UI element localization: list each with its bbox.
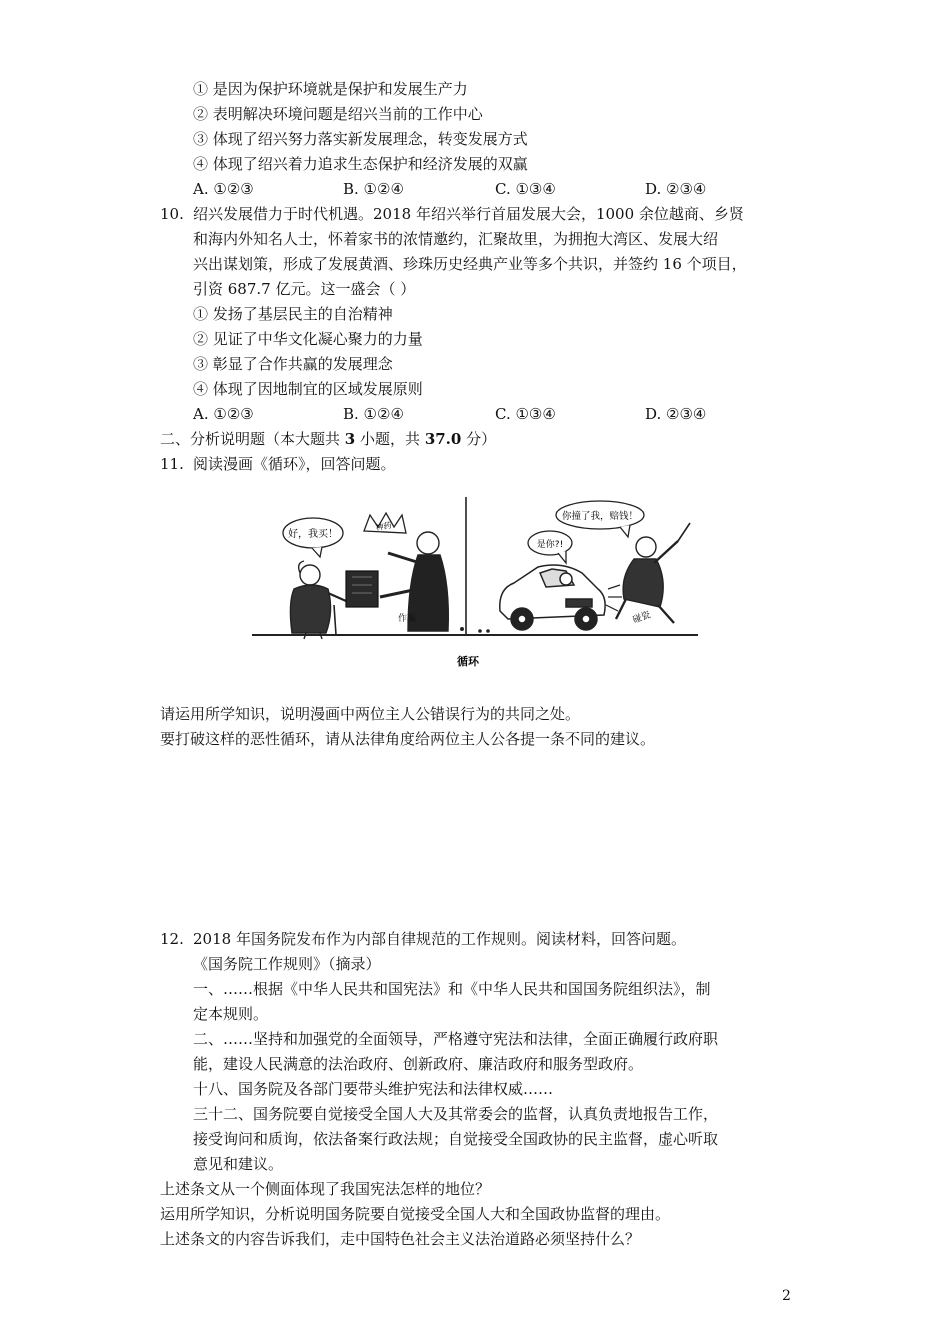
q12-material-line-6: 三十二、国务院要自觉接受全国人大及其常委会的监督，认真负责地报告工作， [193,1105,719,1123]
q11-stem: 阅读漫画《循环》，回答问题。 [193,455,396,473]
q10-item-4: ④ 体现了因地制宜的区域发展原则 [193,380,423,398]
bubble-left-text: 好，我买！ [288,529,338,540]
box-label-text: 神药 [374,520,393,533]
q12-material-line-8: 意见和建议。 [193,1155,284,1173]
q9-item-1: ① 是因为保护环境就是保护和发展生产力 [193,80,468,98]
q9-option-b: B. ①②④ [343,180,404,198]
q10-option-c: C. ①③④ [495,405,556,423]
q10-stem-line-4: 引资 687.7 亿元。这一盛会（ ） [193,280,416,298]
q9-item-4: ④ 体现了绍兴着力追求生态保护和经济发展的双赢 [193,155,528,173]
bubble-driver-text: 是你?! [536,540,564,550]
q9-item-3: ③ 体现了绍兴努力落实新发展理念，转变发展方式 [193,130,528,148]
q10-option-d: D. ②③④ [645,405,707,423]
q10-stem-line-3: 兴出谋划策，形成了发展黄酒、珍珠历史经典产业等多个共识，并签约 16 个项目， [193,255,747,273]
section-2-suffix: 分） [466,430,497,448]
divider-dot [478,629,482,633]
sign-right-text: 碰瓷 [631,610,652,626]
q12-stem: 2018 年国务院发布作为内部自律规范的工作规则。阅读材料，回答问题。 [193,930,686,948]
q12-material-line-3: 二、……坚持和加强党的全面领导，严格遵守宪法和法律，全面正确履行政府职 [193,1030,719,1048]
q10-option-b: B. ①②④ [343,405,404,423]
bubble-right-text: 你撞了我，赔钱！ [561,511,639,522]
q11-question-2: 要打破这样的恶性循环，请从法律角度给两位主人公各提一条不同的建议。 [160,730,656,748]
q12-material-line-1: 一、……根据《中华人民共和国宪法》和《中华人民共和国国务院组织法》，制 [193,980,711,998]
q12-question-3: 上述条文的内容告诉我们，走中国特色社会主义法治道路必须坚持什么？ [160,1230,641,1248]
cartoon-caption: 循环 [457,655,479,668]
section-2-middle: 小题，共 [360,430,421,448]
section-2-score: 37.0 [424,430,462,448]
section-2-prefix: 二、分析说明题（本大题共 [160,430,341,448]
q12-material-line-7: 接受询问和质询，依法备案行政法规；自觉接受全国政协的民主监督，虚心听取 [193,1130,719,1148]
impact-lines [606,585,622,611]
car-figure [500,565,605,630]
cartoon-cycle [248,493,702,673]
page-number: 2 [782,1288,791,1304]
right-panel [500,501,690,630]
falling-old-man-figure [616,523,690,626]
q11-number: 11. [160,455,184,473]
q9-item-2: ② 表明解决环境问题是绍兴当前的工作中心 [193,105,483,123]
q10-option-a: A. ①②③ [193,405,254,423]
divider-dot [460,627,464,631]
old-man-figure [290,561,346,639]
q12-material-title: 《国务院工作规则》（摘录） [193,955,381,973]
section-2-heading [160,428,496,450]
q11-question-1: 请运用所学知识，说明漫画中两位主人公错误行为的共同之处。 [160,705,581,723]
left-panel [283,513,448,639]
q10-item-2: ② 见证了中华文化凝心聚力的力量 [193,330,423,348]
q10-stem-line-2: 和海内外知名人士，怀着家书的浓情邀约，汇聚故里，为拥抱大湾区、发展大绍 [193,230,719,248]
q10-number: 10. [160,205,184,223]
q12-question-2: 运用所学知识，分析说明国务院要自觉接受全国人大和全国政协监督的理由。 [160,1205,671,1223]
medicine-box [346,571,378,607]
q9-option-a: A. ①②③ [193,180,254,198]
q9-option-c: C. ①③④ [495,180,556,198]
q12-material-line-4: 能，建设人民满意的法治政府、创新政府、廉洁政府和服务型政府。 [193,1055,644,1073]
q12-material-line-5: 十八、国务院及各部门要带头维护宪法和法律权威…… [193,1080,554,1098]
q12-number: 12. [160,930,184,948]
q12-material-line-2: 定本规则。 [193,1005,269,1023]
sign-left-text: 作骗 [398,614,417,624]
q10-item-3: ③ 彰显了合作共赢的发展理念 [193,355,393,373]
q9-option-d: D. ②③④ [645,180,707,198]
q10-stem-line-1: 绍兴发展借力于时代机遇。2018 年绍兴举行首届发展大会，1000 余位越商、乡贤 [193,205,744,223]
q12-question-1: 上述条文从一个侧面体现了我国宪法怎样的地位？ [160,1180,491,1198]
section-2-count: 3 [344,430,356,448]
divider-dot [486,629,490,633]
q10-item-1: ① 发扬了基层民主的自治精神 [193,305,393,323]
